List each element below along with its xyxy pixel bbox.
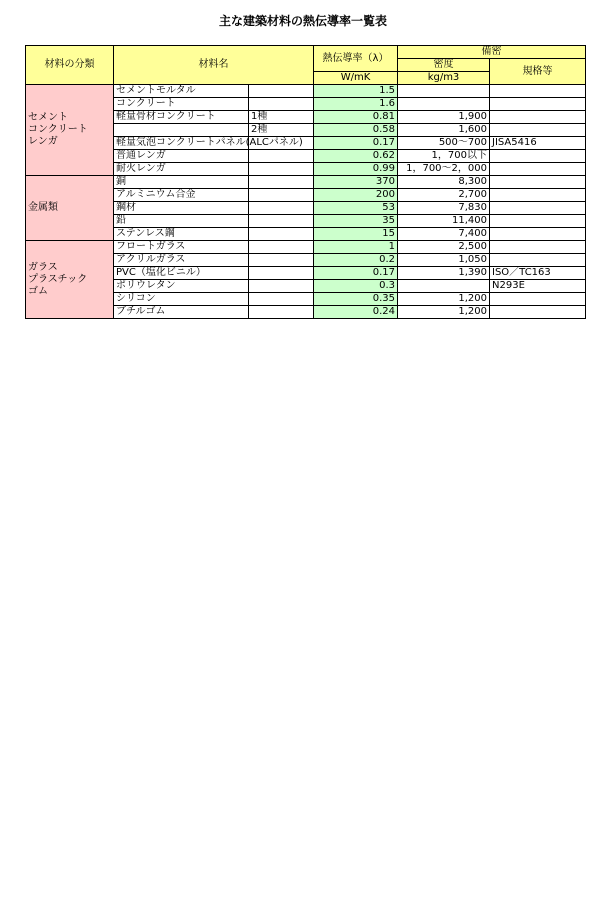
standard-cell [490, 176, 586, 189]
conductivity-cell: 200 [314, 189, 398, 202]
table-row [26, 241, 586, 254]
standard-cell: N293E [490, 280, 586, 293]
standard-cell [490, 293, 586, 306]
conductivity-cell: 1.6 [314, 98, 398, 111]
conductivity-cell: 1 [314, 241, 398, 254]
density-cell [398, 98, 490, 111]
density-cell: 8,300 [398, 176, 490, 189]
density-cell: 2,700 [398, 189, 490, 202]
material-name-cell: ステンレス鋼 [114, 228, 249, 241]
material-name-cell: ポリウレタン [114, 280, 249, 293]
category-cell [26, 241, 114, 319]
table-row [26, 176, 586, 189]
conductivity-cell: 0.24 [314, 306, 398, 319]
material-name-cell: 鋼材 [114, 202, 249, 215]
conductivity-cell: 370 [314, 176, 398, 189]
conductivity-cell: 0.62 [314, 150, 398, 163]
density-cell [398, 85, 490, 98]
density-cell: 1，700～2，000 [398, 163, 490, 176]
conductivity-cell: 0.81 [314, 111, 398, 124]
material-sub-cell: 1種 [249, 111, 314, 124]
material-sub-cell [249, 150, 314, 163]
standard-cell [490, 124, 586, 137]
category-line: ゴム [28, 285, 48, 297]
standard-cell [490, 228, 586, 241]
material-name-cell: シリコン [114, 293, 249, 306]
conductivity-cell: 1.5 [314, 85, 398, 98]
material-sub-cell [249, 241, 314, 254]
conductivity-cell: 0.3 [314, 280, 398, 293]
material-name-cell: 普通レンガ [114, 150, 249, 163]
density-cell [398, 280, 490, 293]
standard-cell: ISO／TC163 [490, 267, 586, 280]
density-cell: 2,500 [398, 241, 490, 254]
conductivity-cell: 35 [314, 215, 398, 228]
category-cell [26, 176, 114, 241]
material-name-cell: フロートガラス [114, 241, 249, 254]
table-row [26, 85, 586, 98]
header-unit: W/mK [314, 72, 398, 85]
material-name-cell: アクリルガラス [114, 254, 249, 267]
standard-cell [490, 111, 586, 124]
material-sub-cell [249, 228, 314, 241]
standard-cell [490, 241, 586, 254]
material-name-cell: コンクリート [114, 98, 249, 111]
material-name-cell: 軽量気泡コンクリートパネル(ALCパネル) [114, 137, 249, 150]
standard-cell [490, 202, 586, 215]
category-line: レンガ [28, 136, 58, 147]
density-cell: 1,900 [398, 111, 490, 124]
conductivity-cell: 53 [314, 202, 398, 215]
category-line: 金属類 [28, 202, 58, 213]
header-category: 材料の分類 [26, 46, 114, 85]
material-name-cell [114, 124, 249, 137]
density-cell: 7,400 [398, 228, 490, 241]
density-cell: 1，700以下 [398, 150, 490, 163]
material-name-cell: PVC（塩化ビニル） [114, 267, 249, 280]
density-cell: 7,830 [398, 202, 490, 215]
density-cell: 1,200 [398, 293, 490, 306]
category-line: コンクリート [28, 124, 88, 135]
conductivity-table [25, 45, 586, 319]
material-name-cell: 銅 [114, 176, 249, 189]
material-sub-cell [249, 215, 314, 228]
header-material: 材料名 [114, 46, 314, 85]
conductivity-cell: 0.17 [314, 137, 398, 150]
material-name-cell: ブチルゴム [114, 306, 249, 319]
conductivity-cell: 0.35 [314, 293, 398, 306]
material-name-cell: 鉛 [114, 215, 249, 228]
material-sub-cell [249, 293, 314, 306]
category-line: セメント [28, 112, 68, 123]
material-name-cell: 軽量骨材コンクリート [114, 111, 249, 124]
material-sub-cell [249, 254, 314, 267]
standard-cell: JISA5416 [490, 137, 586, 150]
material-name-cell: アルミニウム合金 [114, 189, 249, 202]
density-cell: 11,400 [398, 215, 490, 228]
category-line: ガラス [28, 261, 58, 273]
material-sub-cell [249, 267, 314, 280]
standard-cell [490, 98, 586, 111]
conductivity-cell: 15 [314, 228, 398, 241]
header-conductivity: 熱伝導率（λ） [314, 46, 398, 72]
standard-cell [490, 306, 586, 319]
material-sub-cell: 2種 [249, 124, 314, 137]
material-sub-cell [249, 163, 314, 176]
material-sub-cell [249, 189, 314, 202]
material-sub-cell [249, 306, 314, 319]
standard-cell [490, 215, 586, 228]
standard-cell [490, 85, 586, 98]
conductivity-cell: 0.99 [314, 163, 398, 176]
material-name-cell: 耐火レンガ [114, 163, 249, 176]
material-sub-cell [249, 280, 314, 293]
density-cell: 500～700 [398, 137, 490, 150]
material-sub-cell [249, 85, 314, 98]
standard-cell [490, 254, 586, 267]
density-cell: 1,050 [398, 254, 490, 267]
standard-cell [490, 150, 586, 163]
material-name-cell: セメントモルタル [114, 85, 249, 98]
header-remarks: 備密 [398, 46, 586, 59]
standard-cell [490, 163, 586, 176]
category-line: プラスチック [28, 273, 88, 285]
header-standard: 規格等 [490, 59, 586, 85]
density-cell: 1,200 [398, 306, 490, 319]
standard-cell [490, 189, 586, 202]
page-title: 主な建築材料の熱伝導率一覧表 [218, 14, 387, 28]
conductivity-cell: 0.2 [314, 254, 398, 267]
material-sub-cell [249, 176, 314, 189]
conductivity-cell: 0.58 [314, 124, 398, 137]
header-density-unit: kg/m3 [398, 72, 490, 85]
header-density: 密度 [398, 59, 490, 72]
conductivity-cell: 0.17 [314, 267, 398, 280]
material-sub-cell [249, 98, 314, 111]
density-cell: 1,390 [398, 267, 490, 280]
material-sub-cell [249, 202, 314, 215]
density-cell: 1,600 [398, 124, 490, 137]
category-cell [26, 85, 114, 176]
